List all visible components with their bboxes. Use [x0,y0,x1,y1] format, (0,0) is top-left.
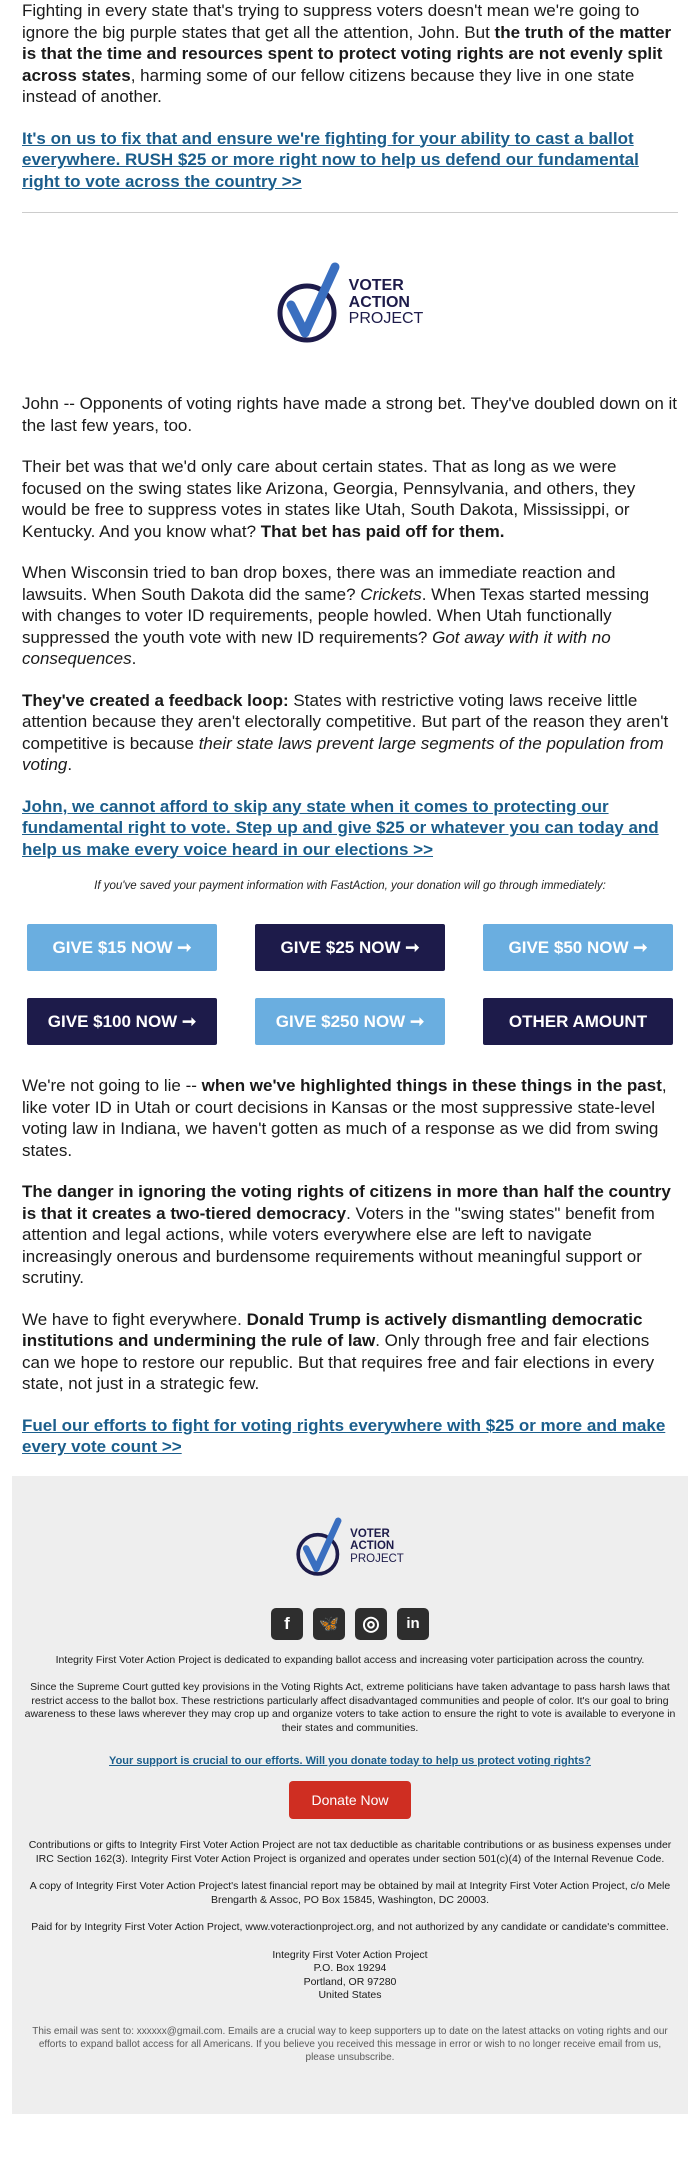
give-25-button[interactable]: GIVE $25 NOW ➞ [255,924,445,971]
social-links [24,1608,676,1640]
donate-link-3[interactable]: Fuel our efforts to fight for voting rights everywhere with $25 or more and make every vote count >> [22,1415,666,1456]
intro-text: Fighting in every state that's trying to suppress voters doesn't mean we're going to ignore the big purple states that get all the attention, John. But [22,1,640,42]
p7-text: . Voters in the "swing states" benefit from attention and legal actions, while voters everywhere else are left to navigate increasingly onerous and burdensome requirements without meaningful support or scrutiny. [22,1203,655,1287]
give-100-button[interactable]: GIVE $100 NOW ➞ [27,998,217,1045]
body-paragraph-2 [22,456,678,542]
checkmark-logo-icon [277,261,343,345]
give-15-button[interactable]: GIVE $15 NOW ➞ [27,924,217,971]
linkedin-icon[interactable]: in [397,1608,429,1640]
donate-link-1[interactable]: It's on us to fix that and ensure we're fighting for your ability to cast a ballot everywhere. RUSH $25 or more right now to help us defend our fundamental right to vote across the country >> [22,128,639,191]
address-line: Portland, OR 97280 [303,1975,397,1988]
p4-text-b: . When Texas started messing with changes to voter ID requirements, people howled. When Utah functionally suppressed the youth vote with new ID requirements? [22,584,650,647]
bluesky-icon[interactable]: 🦋 [313,1608,345,1640]
body-paragraph-6 [22,1181,678,1289]
footer-about: Since the Supreme Court gutted key provisions in the Voting Rights Act, extreme politicians have taken advantage to pass harsh laws that restrict access to the ballot box. These restrictions particularly affect disadvantaged communities and people of color. It's our goal to bring awareness to these laws wherever they may crop up and organize voters to take action to ensure the right to vote is available to everyone in their states and communities. [24,1681,676,1734]
p8-text-a: We have to fight everywhere. [22,1309,247,1329]
footer-financial-report: A copy of Integrity First Voter Action Project's latest financial report may be obtained by mail at Integrity First Voter Action Project, c/o Mele Brengarth & Assoc, PO Box 15845, Washington, DC 20003. [29,1880,671,1906]
intro-bold-text: the truth of the matter is that the time and resources spent to protect voting rights are not evenly split across states [22,22,672,85]
body-paragraph-1: John -- Opponents of voting rights have made a strong bet. They've doubled down on it the last few years, too. [22,394,678,435]
body-paragraph-3 [22,562,678,670]
p5-italic: their state laws prevent large segments of the population from voting [22,733,664,774]
give-50-button[interactable]: GIVE $50 NOW ➞ [483,924,673,971]
footer-support-link[interactable]: Your support is crucial to our efforts. Will you donate today to help us protect voting rights? [109,1755,591,1767]
p4-italic-b: Got away with it with no consequences [22,627,611,668]
donate-link-2[interactable]: John, we cannot afford to skip any state when it comes to protecting our fundamental right to vote. Step up and give $25 or whatever you can today and help us make every voice heard in our elections >> [22,796,659,859]
footer-logo-wordmark [350,1528,404,1564]
logo-line-action: ACTION [348,293,410,311]
logo-line-project: PROJECT [348,310,424,328]
p5-end: . [67,755,73,774]
give-250-button[interactable]: GIVE $250 NOW ➞ [255,998,445,1045]
donate-now-button[interactable]: Donate Now [289,1781,410,1819]
checkmark-logo-icon [296,1516,344,1578]
intro-paragraph [22,0,678,108]
donation-button-grid [22,924,678,1045]
email-body [12,0,688,1458]
address-line: Integrity First Voter Action Project [272,1948,428,1961]
p3-text: Their bet was that we'd only care about certain states. That as long as we were focused on the swing states like Arizona, Georgia, Pennsylvania, and others, they would be free to suppress votes in states like Utah, South Dakota, Mississippi, or Kentucky. And you know what? [22,457,636,541]
address-line: United States [318,1989,382,2001]
facebook-icon[interactable]: f [271,1608,303,1640]
address-line: P.O. Box 19294 [313,1962,387,1974]
email-container [12,0,688,2114]
p6-text-a: We're not going to lie -- [22,1076,202,1095]
footer-address [24,1949,676,2003]
p6-text-b: , like voter ID in Utah or court decisions in Kansas or the most suppressive state-level voting law in Indiana, we haven't gotten as much of a response as we did from swing states. [22,1076,667,1160]
body-paragraph-5 [22,1075,678,1161]
logo-line-voter: VOTER [348,276,404,294]
footer-tax-disclaimer: Contributions or gifts to Integrity First Voter Action Project are not tax deductible as charitable contributions or as business expenses under IRC Section 162(3). Integrity First Voter Action Project is organized and operates under section 501(c)(4) of the Internal Revenue Code. [28,1839,672,1865]
instagram-icon[interactable]: ◎ [355,1608,387,1640]
footer-sent-notice: This email was sent to: xxxxxx@gmail.com. Emails are a crucial way to keep supporters up to date on the latest attacks on voting rights and our efforts to expand ballot access for all Americans. If you believe you received this message in error or wish to no longer receive email from us, please unsubscribe. [32,2025,668,2063]
p8-text-b: . Only through free and fair elections can we hope to restore our republic. But that requires free and fair elections in every state, not just in a strategic few. [22,1331,655,1393]
footer-logo [24,1516,676,1578]
p4-italic-a: Crickets [360,584,422,604]
p5-bold: They've created a feedback loop: [22,690,289,710]
logo-line-project: PROJECT [350,1552,404,1565]
body-paragraph-4 [22,690,678,776]
p5-text: States with restrictive voting laws receive little attention because they aren't electorally competitive. But part of the reason they aren't competitive is because [22,690,669,753]
header-logo [22,213,678,393]
p7-bold: The danger in ignoring the voting rights of citizens in more than half the country is that it creates a two-tiered democracy [22,1182,671,1223]
intro-text-end: , harming some of our fellow citizens because they live in one state instead of another. [22,65,635,106]
logo-wordmark [349,278,424,328]
p4-text-c: . [131,649,137,668]
other-amount-button[interactable]: OTHER AMOUNT [483,998,673,1045]
fastaction-note: If you've saved your payment information with FastAction, your donation will go through immediately: [94,880,606,892]
p4-text-a: When Wisconsin tried to ban drop boxes, there was an immediate reaction and lawsuits. When South Dakota did the same? [22,563,616,604]
body-paragraph-7 [22,1309,678,1395]
email-footer [12,1476,688,2114]
p3-bold: That bet has paid off for them. [260,521,505,541]
p6-bold: when we've highlighted things in these things in the past [201,1076,662,1095]
p8-bold: Donald Trump is actively dismantling democratic institutions and undermining the rule of law [22,1309,643,1350]
logo-line-voter: VOTER [350,1528,390,1541]
footer-mission: Integrity First Voter Action Project is dedicated to expanding ballot access and increasing voter participation across the country. [55,1653,645,1666]
footer-paid-for: Paid for by Integrity First Voter Action Project, www.voteractionproject.org, and not authorized by any candidate or candidate's committee. [31,1921,669,1933]
logo-line-action: ACTION [350,1540,395,1553]
